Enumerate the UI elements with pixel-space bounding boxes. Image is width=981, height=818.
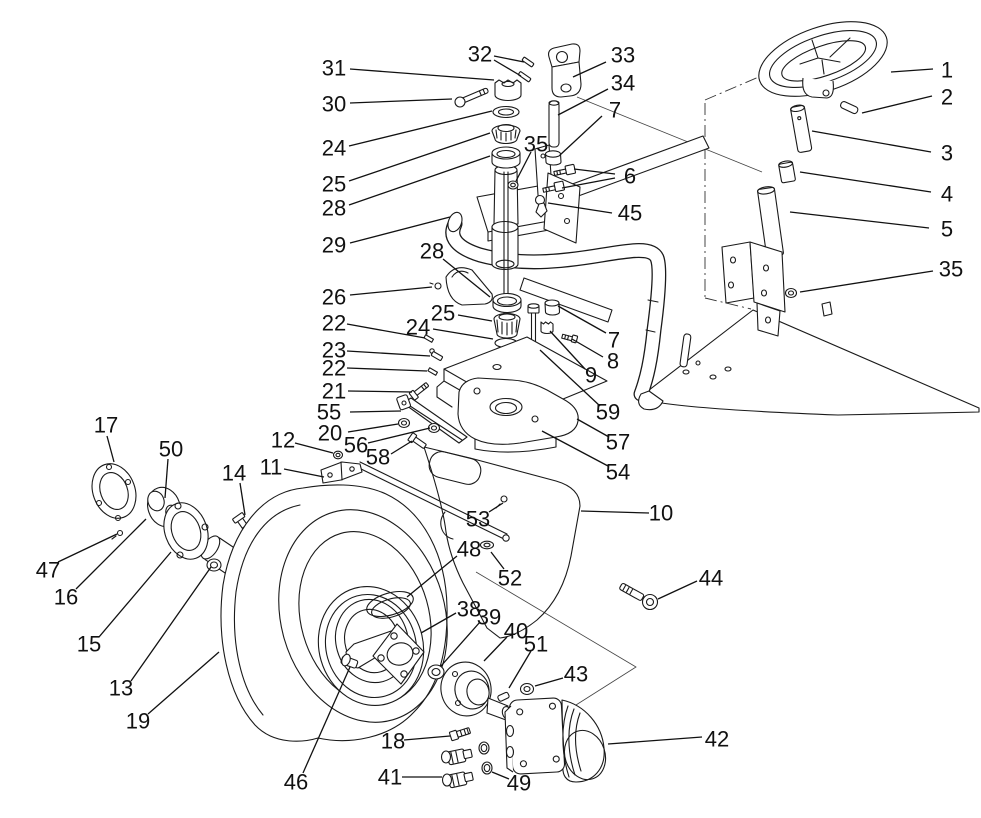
- grease-fitting-23: [430, 349, 443, 361]
- screw-26: [435, 283, 441, 289]
- callout-label-44: 44: [698, 565, 724, 591]
- callout-label-59: 59: [595, 399, 621, 425]
- callout-label-18: 18: [380, 728, 406, 754]
- nut-39: [428, 665, 444, 679]
- callout-22: [322, 356, 427, 381]
- callout-label-45: 45: [617, 200, 643, 226]
- callout-label-51: 51: [523, 631, 549, 657]
- callout-47: [36, 534, 117, 583]
- nut-35-right: [786, 289, 797, 298]
- callout-label-29: 29: [321, 232, 347, 258]
- bolt-6a: [553, 164, 575, 177]
- callout-label-13: 13: [108, 675, 134, 701]
- callout-44: [658, 566, 723, 600]
- callout-26: [322, 285, 432, 310]
- callout-label-4: 4: [940, 181, 954, 207]
- callout-label-24: 24: [321, 135, 347, 161]
- callout-13: [109, 567, 211, 701]
- callout-label-58: 58: [365, 444, 391, 470]
- frame-clip: [822, 302, 832, 316]
- nut-56: [429, 424, 440, 433]
- washer-24: [493, 107, 519, 118]
- callout-35: [800, 257, 963, 293]
- callout-label-5: 5: [940, 216, 954, 242]
- callout-label-34: 34: [610, 70, 636, 96]
- callout-label-15: 15: [76, 631, 102, 657]
- callout-label-17: 17: [93, 412, 119, 438]
- callout-4: [800, 172, 953, 207]
- callout-label-40: 40: [503, 618, 529, 644]
- callout-14: [222, 461, 246, 516]
- callout-52: [491, 552, 522, 591]
- callout-label-16: 16: [53, 584, 79, 610]
- callout-label-49: 49: [506, 770, 532, 796]
- callout-label-22: 22: [321, 310, 347, 336]
- o-ring-49: [479, 742, 489, 754]
- callout-label-6: 6: [623, 163, 637, 189]
- callout-17: [94, 413, 118, 463]
- callout-label-38: 38: [456, 596, 482, 622]
- callout-label-20: 20: [317, 420, 343, 446]
- callout-49: [492, 771, 531, 796]
- flange-nut-52: [481, 541, 494, 549]
- steering-arm-11: [321, 462, 362, 483]
- callout-label-7: 7: [608, 97, 622, 123]
- screw-47: [118, 531, 123, 536]
- bolt-44: [619, 583, 644, 601]
- callout-label-35: 35: [523, 131, 549, 157]
- steering-wheel-assembly: [722, 7, 897, 336]
- callout-label-2: 2: [940, 84, 954, 110]
- callout-32: [468, 42, 524, 77]
- bolt-21: [409, 381, 430, 400]
- callout-label-56: 56: [343, 432, 369, 458]
- callout-28: [322, 156, 490, 221]
- callout-1: [891, 58, 953, 83]
- callout-label-48: 48: [456, 536, 482, 562]
- callout-label-24: 24: [405, 314, 431, 340]
- callout-label-33: 33: [610, 42, 636, 68]
- callout-label-11: 11: [259, 454, 283, 480]
- castle-nut-31: [495, 80, 521, 101]
- set-screw-22b: [428, 368, 438, 376]
- support-shelf: [446, 268, 492, 305]
- callout-label-19: 19: [125, 708, 151, 734]
- bolt-18: [449, 726, 471, 741]
- roll-pin-2: [840, 101, 859, 115]
- callout-label-30: 30: [321, 91, 347, 117]
- callout-label-10: 10: [648, 500, 674, 526]
- callout-label-26: 26: [321, 284, 347, 310]
- wheel-tire: [221, 485, 472, 743]
- callout-label-28: 28: [419, 238, 445, 264]
- steering-shaft-3: [790, 104, 812, 153]
- nut-12: [334, 451, 343, 459]
- callout-label-21: 21: [321, 378, 347, 404]
- callout-label-43: 43: [563, 661, 589, 687]
- callout-11: [260, 455, 324, 480]
- callout-label-54: 54: [605, 459, 631, 485]
- callout-5: [790, 212, 953, 242]
- callout-53: [466, 503, 503, 532]
- callout-label-55: 55: [316, 399, 342, 425]
- callout-label-46: 46: [283, 769, 309, 795]
- pin-34: [549, 101, 559, 147]
- nut-43: [521, 684, 534, 695]
- screw-53: [501, 496, 507, 502]
- callout-label-42: 42: [704, 726, 730, 752]
- bushing-4: [778, 160, 795, 183]
- callout-label-25: 25: [321, 171, 347, 197]
- callout-label-41: 41: [377, 764, 403, 790]
- callout-label-53: 53: [465, 506, 491, 532]
- hydraulic-fittings-41: [442, 747, 474, 788]
- callout-label-23: 23: [321, 337, 347, 363]
- frame-plate: [640, 310, 979, 415]
- callout-label-50: 50: [158, 436, 184, 462]
- callout-label-57: 57: [605, 429, 631, 455]
- callout-label-22: 22: [321, 355, 347, 381]
- callout-58: [366, 441, 412, 470]
- callout-3: [812, 131, 953, 166]
- callout-label-12: 12: [270, 427, 296, 453]
- callout-15: [77, 552, 171, 657]
- callout-label-9: 9: [584, 362, 598, 388]
- callout-label-25: 25: [430, 300, 456, 326]
- callout-16: [54, 519, 146, 610]
- callout-label-31: 31: [321, 55, 347, 81]
- nut-20: [399, 419, 410, 428]
- callout-10: [581, 501, 673, 526]
- callout-18: [381, 729, 450, 754]
- callout-24: [322, 111, 492, 161]
- callout-19: [126, 652, 219, 734]
- callout-43: [535, 662, 588, 687]
- callout-label-35: 35: [938, 256, 964, 282]
- callout-7: [560, 98, 621, 156]
- callout-label-39: 39: [476, 604, 502, 630]
- universal-joint-33: [549, 44, 581, 97]
- callout-2: [862, 85, 953, 114]
- screw-32b: [518, 71, 531, 82]
- callout-42: [608, 727, 729, 752]
- key-51: [497, 692, 510, 702]
- callout-label-14: 14: [221, 460, 247, 486]
- frame-rail-lower: [520, 278, 612, 322]
- callout-label-47: 47: [35, 557, 61, 583]
- callout-label-7: 7: [607, 327, 621, 353]
- callout-label-32: 32: [467, 41, 493, 67]
- callout-41: [378, 765, 442, 790]
- callout-label-52: 52: [497, 565, 523, 591]
- nut-35-mid: [508, 181, 518, 189]
- axle-flange-17: [85, 458, 144, 525]
- callout-label-8: 8: [606, 348, 620, 374]
- callout-label-28: 28: [321, 195, 347, 221]
- callout-label-3: 3: [940, 140, 954, 166]
- callout-label-1: 1: [940, 57, 954, 83]
- callout-30: [322, 92, 452, 117]
